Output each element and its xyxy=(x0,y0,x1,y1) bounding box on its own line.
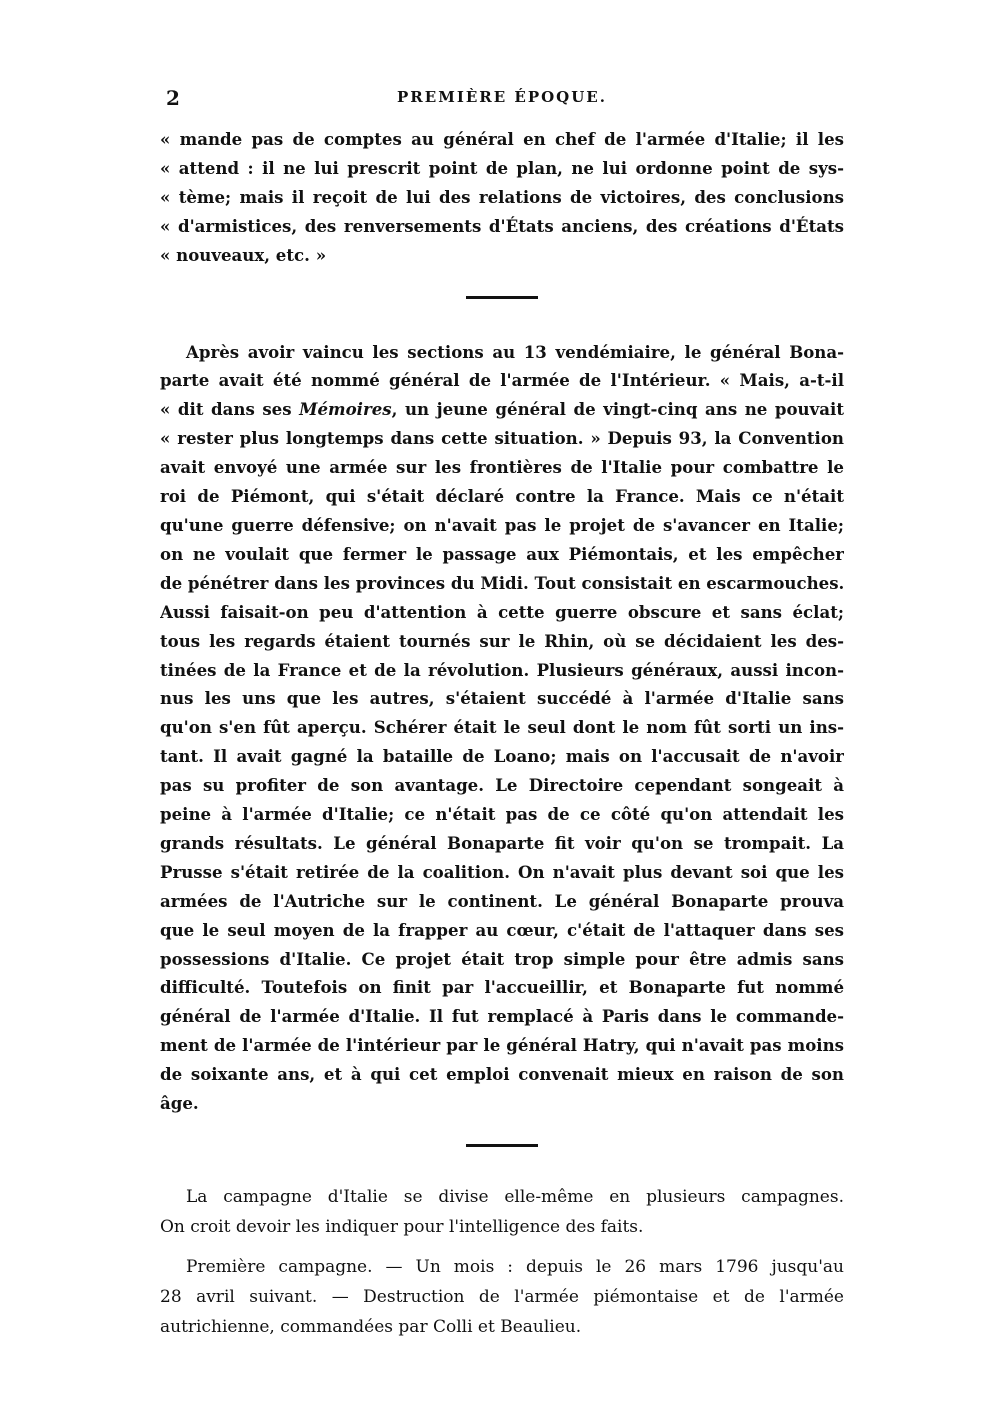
italic-title: Mémoires xyxy=(299,399,392,420)
text-line: possessions d'Italie. Ce projet était trop simple pour être admis sans xyxy=(160,948,844,969)
text-line: de pénétrer dans les provinces du Midi. Tout consistait en escarmouches. xyxy=(160,572,844,593)
text-line: Après avoir vaincu les sections au 13 vendémiaire, le général Bona- xyxy=(186,341,844,362)
text-line: pas su profiter de son avantage. Le Directoire cependant songeait à xyxy=(160,775,844,796)
paragraph-bonaparte-appointment xyxy=(160,338,844,1118)
text-line: « rester plus longtemps dans cette situation. » Depuis 93, la Convention xyxy=(160,428,844,449)
text-line: 28 avril suivant. — Destruction de l'armée piémontaise et de l'armée xyxy=(160,1287,844,1307)
text-line: autrichienne, commandées par Colli et Beaulieu. xyxy=(160,1317,582,1337)
text-line: La campagne d'Italie se divise elle-même en plusieurs campagnes. xyxy=(186,1187,844,1207)
book-page xyxy=(160,82,844,1342)
text-line: « attend : il ne lui prescrit point de plan, ne lui ordonne point de sys- xyxy=(160,157,844,178)
text-line: ment de l'armée de l'intérieur par le général Hatry, qui n'avait pas moins xyxy=(160,1035,844,1056)
text-span: « dit dans ses xyxy=(160,399,300,420)
text-line: On croit devoir les indiquer pour l'intelligence des faits. xyxy=(160,1217,644,1237)
text-line: grands résultats. Le général Bonaparte fit voir qu'on se trompait. La xyxy=(160,832,844,853)
text-line: « d'armistices, des renversements d'États anciens, des créations d'États xyxy=(160,215,844,236)
text-line: général de l'armée d'Italie. Il fut remplacé à Paris dans le commande- xyxy=(160,1006,844,1027)
text-span: , un jeune général de vingt-cinq ans ne pouvait xyxy=(391,399,844,420)
text-line: tous les regards étaient tournés sur le Rhin, où se décidaient les des- xyxy=(160,630,844,651)
text-line: « nouveaux, etc. » xyxy=(160,244,327,265)
text-line: on ne voulait que fermer le passage aux Piémontais, et les empêcher xyxy=(160,543,844,564)
text-line: tant. Il avait gagné la bataille de Loano; mais on l'accusait de n'avoir xyxy=(160,746,844,767)
text-line: difficulté. Toutefois on finit par l'accueillir, et Bonaparte fut nommé xyxy=(160,977,844,998)
text-line: « tème; mais il reçoit de lui des relations de victoires, des conclusions xyxy=(160,186,844,207)
paragraph-first-campaign xyxy=(160,1252,844,1342)
text-line: qu'on s'en fût aperçu. Schérer était le seul dont le nom fût sorti un ins- xyxy=(160,717,844,738)
text-line: nus les uns que les autres, s'étaient succédé à l'armée d'Italie sans xyxy=(160,688,844,709)
running-title: PREMIÈRE ÉPOQUE. xyxy=(397,88,607,106)
paragraph-gap xyxy=(160,1242,844,1252)
page-number: 2 xyxy=(166,86,180,110)
text-line: de soixante ans, et à qui cet emploi convenait mieux en raison de son xyxy=(160,1064,844,1085)
section-divider xyxy=(466,1144,538,1147)
text-line: armées de l'Autriche sur le continent. Le général Bonaparte prouva xyxy=(160,890,844,911)
text-line: Première campagne. — Un mois : depuis le 26 mars 1796 jusqu'au xyxy=(186,1257,844,1277)
text-line: Prusse s'était retirée de la coalition. On n'avait plus devant soi que les xyxy=(160,861,844,882)
text-line: parte avait été nommé général de l'armée de l'Intérieur. « Mais, a-t-il xyxy=(160,370,844,391)
text-line: tinées de la France et de la révolution. Plusieurs généraux, aussi incon- xyxy=(160,659,844,680)
text-line: avait envoyé une armée sur les frontières de l'Italie pour combattre le xyxy=(160,457,844,478)
paragraph-campaign-division xyxy=(160,1182,844,1242)
quote-continuation xyxy=(160,125,844,270)
text-line: âge. xyxy=(160,1093,199,1114)
text-line: que le seul moyen de la frapper au cœur, c'était de l'attaquer dans ses xyxy=(160,919,844,940)
section-divider xyxy=(466,296,538,299)
text-line: roi de Piémont, qui s'était déclaré contre la France. Mais ce n'était xyxy=(160,486,844,507)
text-line: qu'une guerre défensive; on n'avait pas le projet de s'avancer en Italie; xyxy=(160,514,844,535)
text-line: « mande pas de comptes au général en chef de l'armée d'Italie; il les xyxy=(160,129,844,149)
text-line xyxy=(160,395,844,424)
text-line: Aussi faisait-on peu d'attention à cette guerre obscure et sans éclat; xyxy=(160,601,844,622)
text-line: peine à l'armée d'Italie; ce n'était pas de ce côté qu'on attendait les xyxy=(160,804,844,825)
page-header xyxy=(160,82,844,122)
